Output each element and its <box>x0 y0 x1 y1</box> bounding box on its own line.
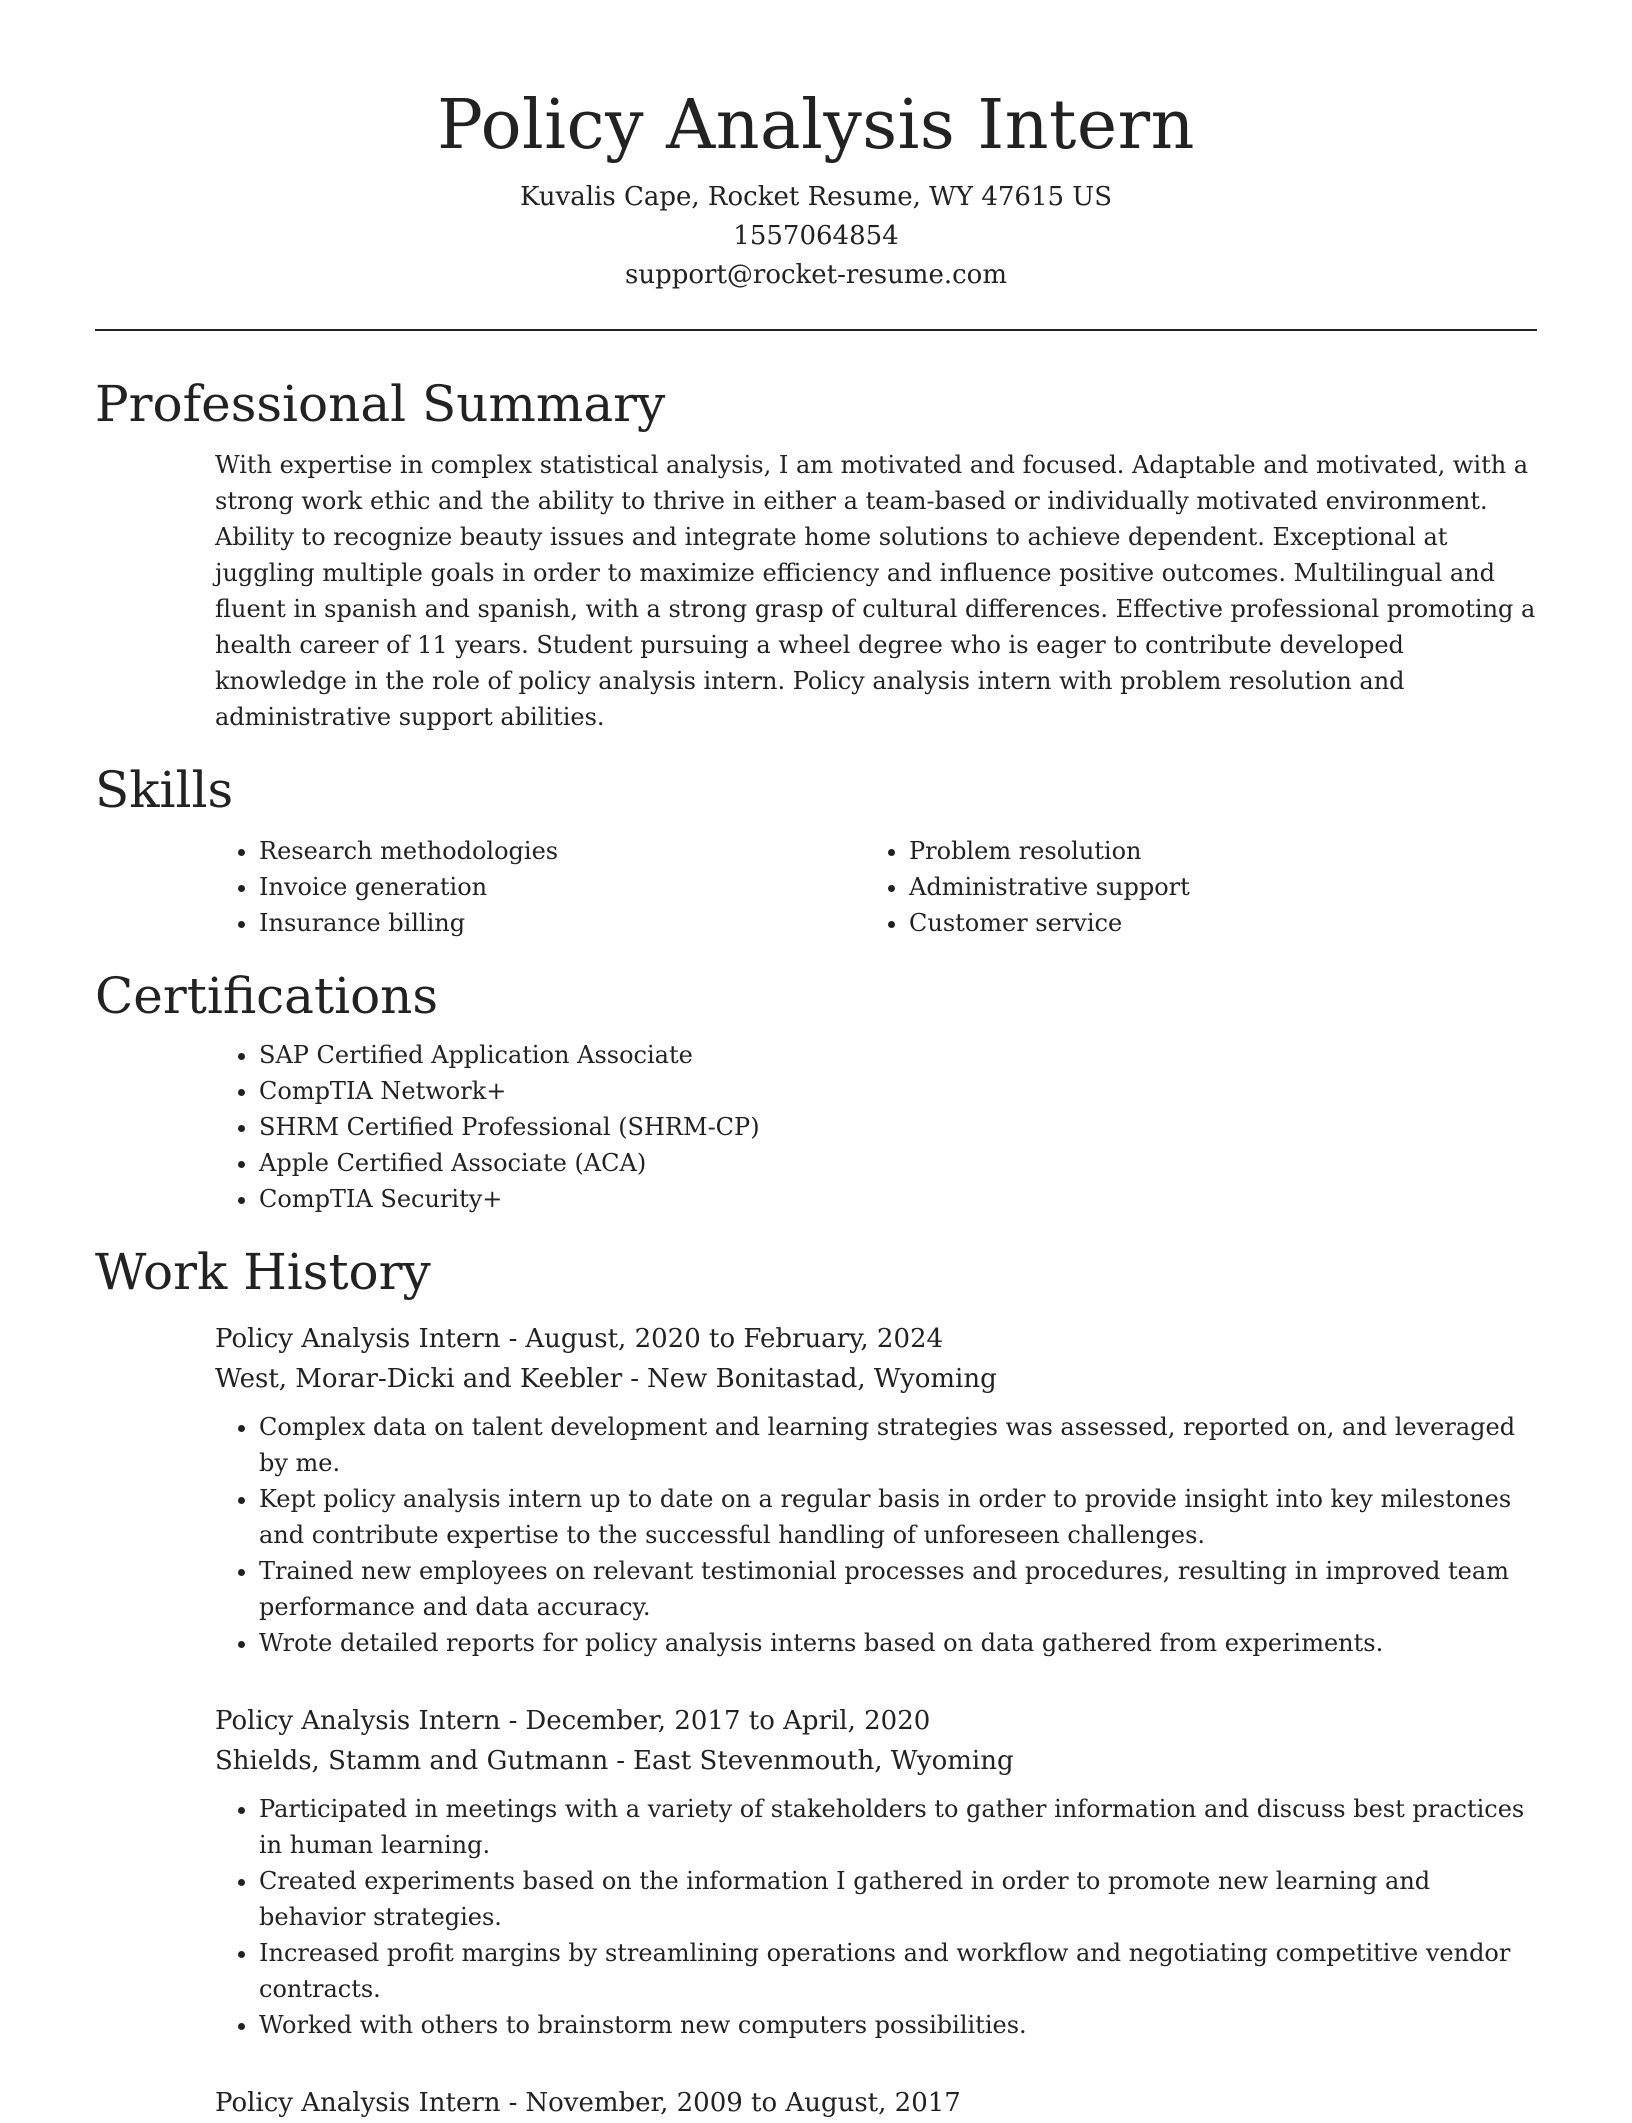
separator: - <box>630 1364 640 1394</box>
skill-item: • Research methodologies <box>259 833 865 869</box>
job-bullet: • Trained new employees on relevant testimonial processes and procedures, resulting in improved team performance and data accuracy. <box>259 1553 1537 1625</box>
job-bullets <box>215 1791 1537 2043</box>
certifications-heading: Certifications <box>95 967 439 1025</box>
summary-text: With expertise in complex statistical analysis, I am motivated and focused. Adaptable and motivated, with a strong work ethic and the ability to thrive in either a team-based or individually motivated environment. Ability to recognize beauty issues and integrate home solutions to achieve dependent. Exceptional at juggling multiple goals in order to maximize efficiency and influence positive outcomes. Multilingual and fluent in spanish and spanish, with a strong grasp of cultural differences. Effective professional promoting a health career of 11 years. Student pursuing a wheel degree who is eager to contribute developed knowledge in the role of policy analysis intern. Policy analysis intern with problem resolution and administrative support abilities. <box>215 451 1536 731</box>
certification-item: • CompTIA Network+ <box>259 1073 1537 1109</box>
job-entry <box>215 1319 1537 1661</box>
contact-block <box>95 178 1537 295</box>
job-company: Shields, Stamm and Gutmann <box>215 1746 609 1776</box>
job-bullet: • Worked with others to brainstorm new computers possibilities. <box>259 2007 1537 2043</box>
job-bullet: • Participated in meetings with a variety of stakeholders to gather information and discuss best practices in human learning. <box>259 1791 1537 1863</box>
skill-item: • Invoice generation <box>259 869 865 905</box>
job-entry <box>215 1701 1537 2043</box>
skills-column-right <box>865 833 1515 941</box>
skills-list <box>215 833 1537 941</box>
job-bullet: • Wrote detailed reports for policy analysis interns based on data gathered from experiments. <box>259 1625 1537 1661</box>
page-title: Policy Analysis Intern <box>437 86 1195 165</box>
skills-column-left <box>215 833 865 941</box>
job-location: East Stevenmouth, Wyoming <box>632 1746 1014 1776</box>
job-dates: August, 2020 to February, 2024 <box>525 1324 944 1354</box>
certification-item: • SHRM Certified Professional (SHRM-CP) <box>259 1109 1537 1145</box>
skill-item: • Insurance billing <box>259 905 865 941</box>
work-history-section <box>95 1239 1537 2123</box>
separator: - <box>508 1324 518 1354</box>
job-bullet: • Created experiments based on the information I gathered in order to promote new learning and behavior strategies. <box>259 1863 1537 1935</box>
job-company: West, Morar-Dicki and Keebler <box>215 1364 623 1394</box>
skill-item: • Customer service <box>909 905 1515 941</box>
address: Kuvalis Cape, Rocket Resume, WY 47615 US <box>519 182 1113 212</box>
job-role: Policy Analysis Intern <box>215 1706 501 1736</box>
job-entry <box>215 2083 1537 2123</box>
job-bullets <box>215 1409 1537 1661</box>
job-role: Policy Analysis Intern <box>215 1324 501 1354</box>
header-divider <box>95 329 1537 331</box>
job-title-line <box>215 2083 1537 2123</box>
work-history-heading: Work History <box>95 1243 431 1301</box>
job-dates: November, 2009 to August, 2017 <box>525 2088 961 2118</box>
skill-item: • Problem resolution <box>909 833 1515 869</box>
certifications-list <box>215 1037 1537 1217</box>
skill-item: • Administrative support <box>909 869 1515 905</box>
job-bullet: • Complex data on talent development and learning strategies was assessed, reported on, and leveraged by me. <box>259 1409 1537 1481</box>
job-title-line <box>215 1319 1537 1359</box>
separator: - <box>616 1746 625 1776</box>
certifications-section <box>95 963 1537 1217</box>
summary-section <box>95 371 1537 735</box>
separator: - <box>508 2088 518 2118</box>
certification-item: • Apple Certified Associate (ACA) <box>259 1145 1537 1181</box>
phone: 1557064854 <box>733 221 899 251</box>
job-bullet: • Kept policy analysis intern up to date on a regular basis in order to provide insight into key milestones and contribute expertise to the successful handling of unforeseen challenges. <box>259 1481 1537 1553</box>
job-company-line <box>215 1359 1537 1399</box>
summary-heading: Professional Summary <box>95 375 666 433</box>
job-company-line <box>215 1741 1537 1781</box>
job-location: New Bonitastad, Wyoming <box>647 1364 997 1394</box>
job-bullet: • Increased profit margins by streamlining operations and workflow and negotiating competitive vendor contracts. <box>259 1935 1537 2007</box>
separator: - <box>508 1706 518 1736</box>
certification-item: • CompTIA Security+ <box>259 1181 1537 1217</box>
skills-section <box>95 757 1537 941</box>
job-title-line <box>215 1701 1537 1741</box>
skills-heading: Skills <box>95 761 234 819</box>
job-role: Policy Analysis Intern <box>215 2088 501 2118</box>
job-dates: December, 2017 to April, 2020 <box>525 1706 931 1736</box>
certification-item: • SAP Certified Application Associate <box>259 1037 1537 1073</box>
email: support@rocket-resume.com <box>624 260 1007 290</box>
